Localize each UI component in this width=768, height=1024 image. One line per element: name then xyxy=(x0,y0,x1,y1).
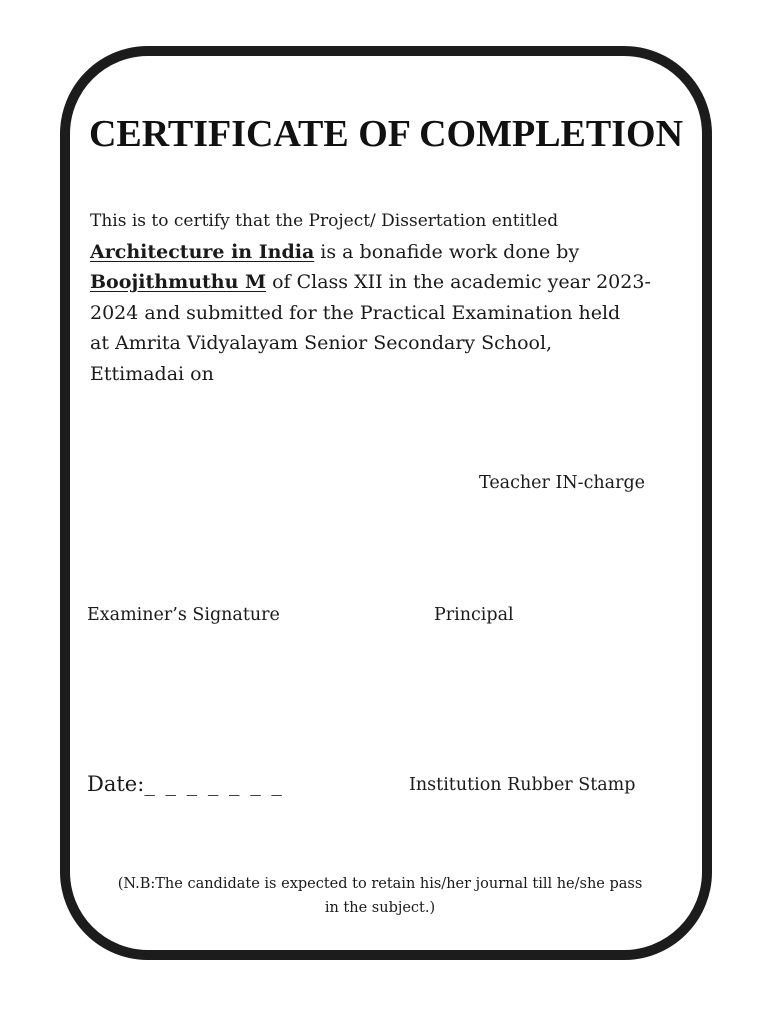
body-line-2-rest: is a bonafide work done by xyxy=(314,240,580,263)
date-blanks: _ _ _ _ _ _ _ xyxy=(144,772,284,796)
footnote xyxy=(88,872,672,920)
date-label: Date: xyxy=(87,772,145,796)
student-name: Boojithmuthu M xyxy=(90,271,267,293)
principal-label: Principal xyxy=(434,605,514,625)
rubber-stamp-label: Institution Rubber Stamp xyxy=(409,775,636,795)
body-line-3 xyxy=(90,267,680,298)
teacher-incharge-label: Teacher IN-charge xyxy=(479,473,646,493)
body-line-1: This is to certify that the Project/ Dissertation entitled xyxy=(90,211,559,231)
body-line-4: 2024 and submitted for the Practical Examination held xyxy=(90,301,621,324)
project-title: Architecture in India xyxy=(90,240,315,263)
body-line-3-rest: of Class XII in the academic year 2023- xyxy=(266,271,651,293)
certificate-border xyxy=(60,46,712,960)
body-line-6: Ettimadai on xyxy=(90,362,214,385)
examiner-signature-label: Examiner’s Signature xyxy=(87,605,280,625)
certificate-title: CERTIFICATE OF COMPLETION xyxy=(88,113,684,155)
body-line-5: at Amrita Vidyalayam Senior Secondary School, xyxy=(90,332,553,354)
footnote-line-1: (N.B:The candidate is expected to retain his/her journal till he/she pass xyxy=(117,876,643,892)
footnote-line-2: in the subject.) xyxy=(324,900,436,916)
certificate-body xyxy=(90,206,680,389)
body-line-2 xyxy=(90,237,680,268)
date-field xyxy=(87,772,284,796)
